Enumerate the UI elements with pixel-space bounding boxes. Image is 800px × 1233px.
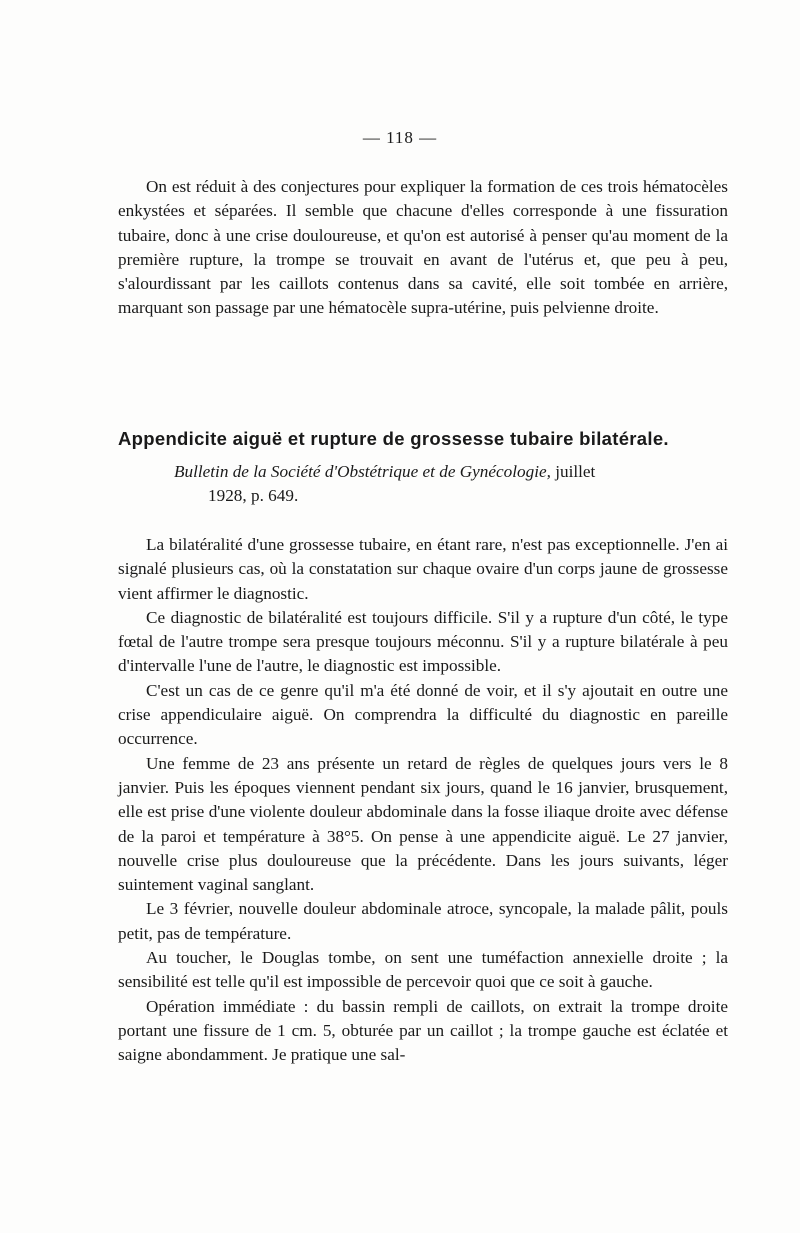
body-paragraph: Une femme de 23 ans présente un retard de règles de quelques jours vers le 8 janvier. Puis les époques viennent pendant six jours, quand le 16 janvier, brusquement, elle est prise d'une violente douleur abdominale dans la fosse iliaque droite avec défense de la paroi et température à 38°5. On pense à une appendicite aiguë. Le 27 janvier, nouvelle crise plus douloureuse que la précédente. Dans les jours suivants, léger suintement vaginal sanglant. <box>118 753 728 895</box>
intro-text-block <box>118 175 728 321</box>
citation-month: juillet <box>555 462 596 481</box>
citation <box>174 460 729 509</box>
citation-detail: 1928, p. 649. <box>208 486 299 506</box>
body-text-block <box>118 533 728 1068</box>
body-paragraph: La bilatéralité d'une grossesse tubaire, en étant rare, n'est pas exceptionnelle. J'en ai signalé plusieurs cas, où la constatation sur chaque ovaire d'un corps jaune de grossesse vient affirmer le diagnostic. <box>118 535 728 603</box>
page-number: — 118 — <box>362 128 438 147</box>
body-paragraph: Ce diagnostic de bilatéralité est toujours difficile. S'il y a rupture d'un côté, le type fœtal de l'autre trompe sera presque toujours méconnu. S'il y a rupture bilatérale à peu d'intervalle l'une de l'autre, le diagnostic est impossible. <box>118 607 728 676</box>
body-paragraph: Au toucher, le Douglas tombe, on sent une tuméfaction annexielle droite ; la sensibilité est telle qu'il est impossible de percevoir quoi que ce soit à gauche. <box>118 948 728 992</box>
citation-journal: Bulletin de la Société d'Obstétrique et de Gynécologie, <box>174 462 551 481</box>
section-title: Appendicite aiguë et rupture de grossesse tubaire bilatérale. <box>118 428 669 449</box>
body-paragraph: Opération immédiate : du bassin rempli de caillots, on extrait la trompe droite portant une fissure de 1 cm. 5, obturée par un caillot ; la trompe gauche est éclatée et saigne abondamment. Je pratique une sal- <box>118 996 728 1065</box>
body-paragraph: C'est un cas de ce genre qu'il m'a été donné de voir, et il s'y ajoutait en outre une crise appendiculaire aiguë. On comprendra la difficulté du diagnostic en pareille occurrence. <box>118 680 728 749</box>
body-paragraph: Le 3 février, nouvelle douleur abdominale atroce, syncopale, la malade pâlit, pouls petit, pas de température. <box>118 899 728 943</box>
intro-paragraph: On est réduit à des conjectures pour expliquer la formation de ces trois hématocèles enkystées et séparées. Il semble que chacune d'elles corresponde à une fissuration tubaire, donc à une crise douloureuse, et qu'on est autorisé à penser qu'au moment de la première rupture, la trompe se trouvait en avant de l'utérus et, que peu à peu, s'alourdissant par les caillots contenus dans sa cavité, elle soit tombée en arrière, marquant son passage par une hématocèle supra-utérine, puis pelvienne droite. <box>118 177 728 318</box>
